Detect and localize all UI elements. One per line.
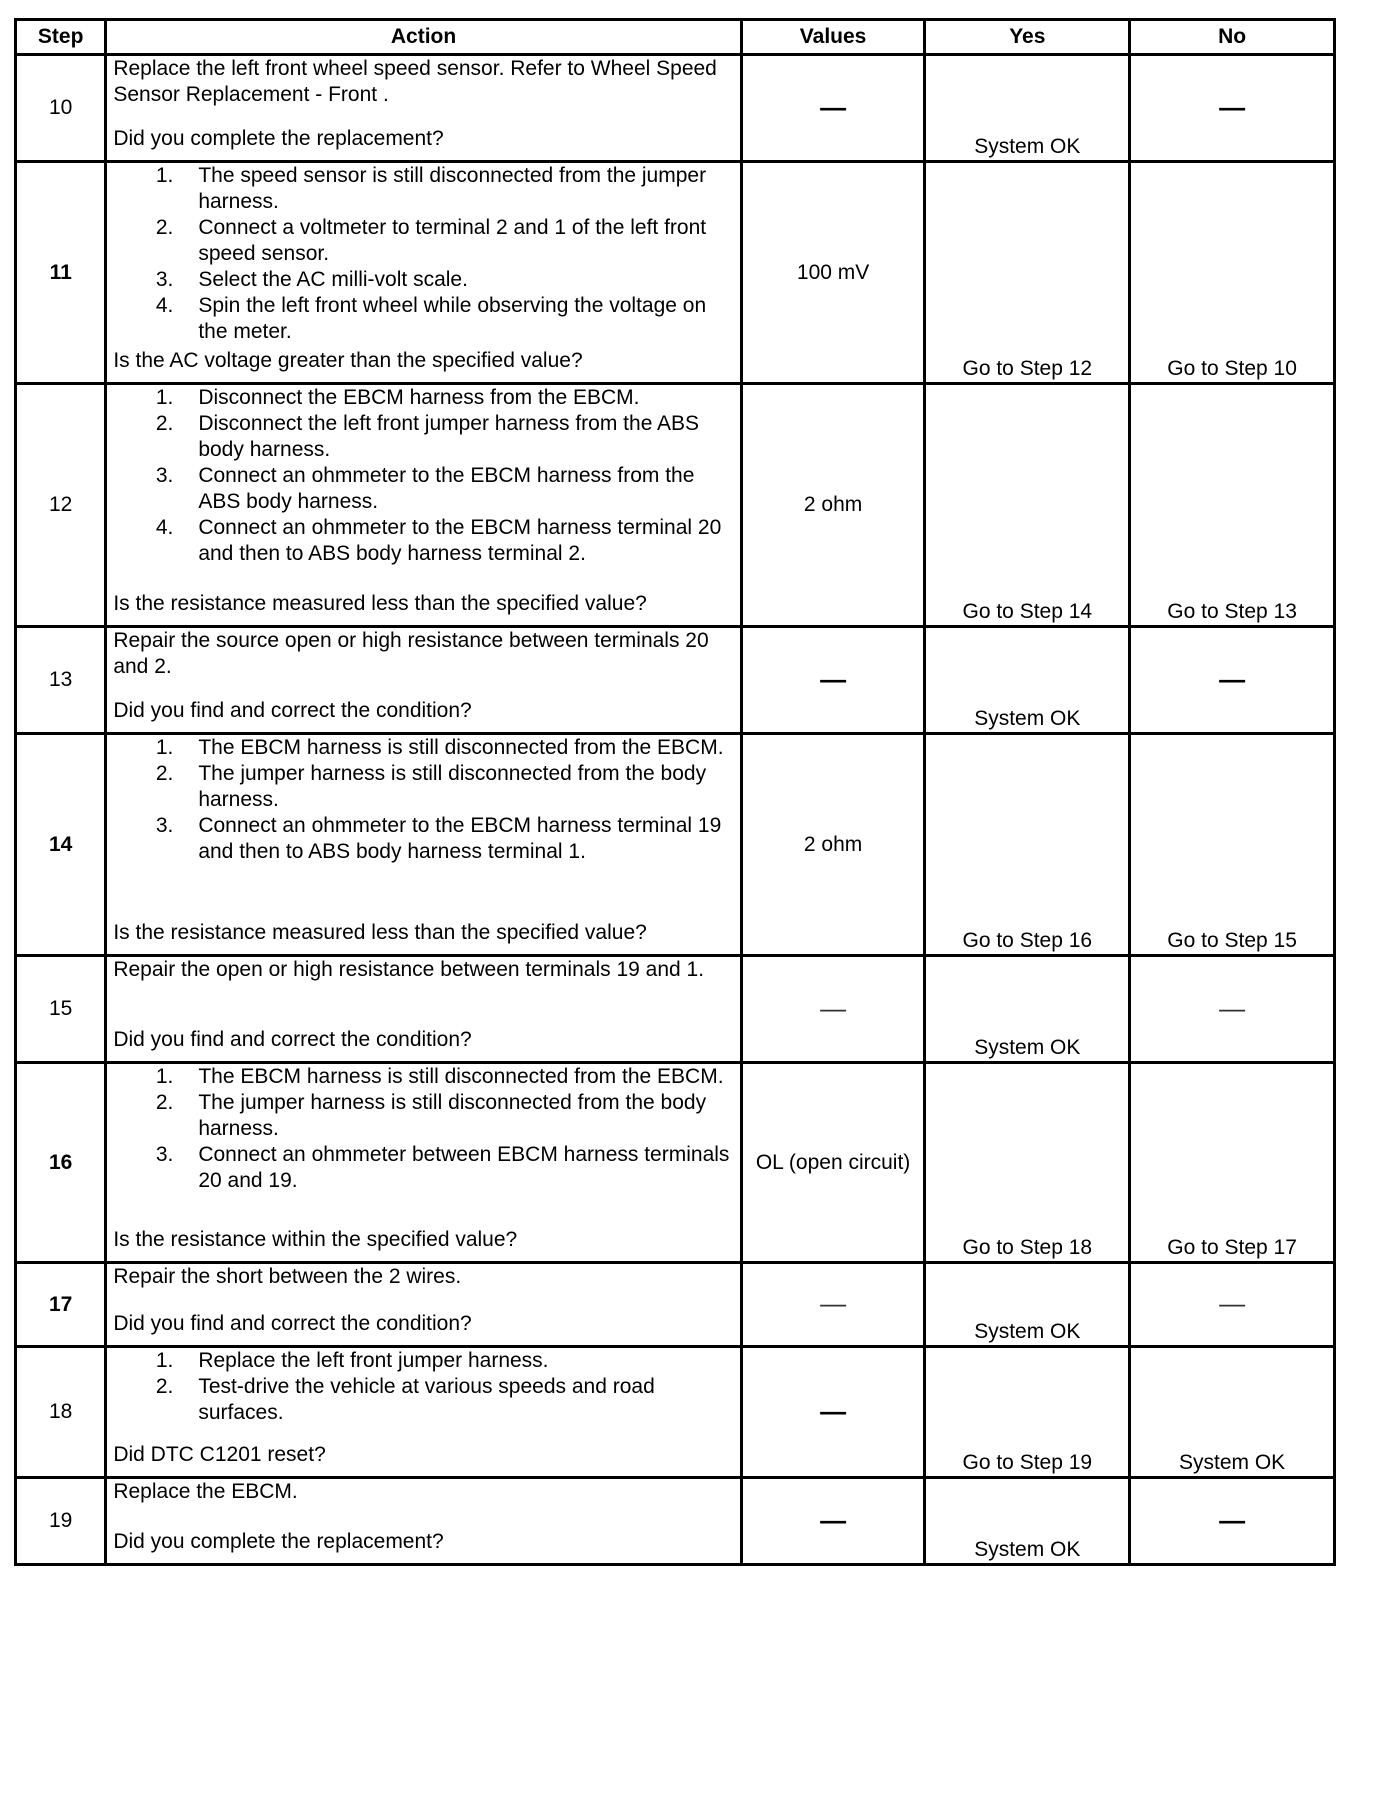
action-content [113,1264,733,1337]
list-item-text: Connect an ohmmeter to the EBCM harness terminal 20 and then to ABS body harness terminal 2. [198,516,722,565]
value-cell [741,1478,925,1565]
action-question: Did you complete the replacement? [113,127,444,150]
action-list-item [113,463,733,515]
action-question: Is the resistance measured less than the specified value? [113,921,647,944]
no-cell: System OK [1130,1347,1335,1478]
action-cell [106,734,741,956]
no-cell: Go to Step 10 [1130,162,1335,384]
action-text: Replace the EBCM. [113,1480,298,1503]
list-item-number: 3. [155,268,174,291]
list-item-text: Connect an ohmmeter to the EBCM harness from the ABS body harness. [198,464,695,513]
no-text: — [1219,992,1246,1023]
table-row [16,1063,1335,1263]
action-instructions [113,163,733,345]
list-item-number: 1. [155,386,174,409]
table-row [16,1347,1335,1478]
action-content [113,1479,733,1555]
action-question: Is the resistance within the specified value? [113,1228,518,1251]
action-content [113,1064,733,1253]
no-cell: Go to Step 17 [1130,1063,1335,1263]
action-instructions [113,385,733,567]
step-number: 17 [16,1263,106,1347]
action-cell [106,1478,741,1565]
header-step: Step [16,20,106,55]
list-item-number: 2. [155,1375,174,1398]
no-cell [1130,55,1335,162]
action-list-item [113,267,733,293]
action-question: Did DTC C1201 reset? [113,1443,326,1466]
no-text: — [1219,1504,1246,1535]
list-item-number: 2. [155,412,174,435]
list-item-text: Disconnect the left front jumper harness from the ABS body harness. [198,412,700,461]
list-item-number: 2. [155,762,174,785]
action-content [113,957,733,1053]
value-text: OL (open circuit) [755,1150,911,1174]
yes-cell: Go to Step 12 [925,162,1130,384]
step-number: 11 [16,162,106,384]
yes-cell: Go to Step 18 [925,1063,1130,1263]
step-number: 18 [16,1347,106,1478]
value-text: 100 mV [796,260,870,284]
list-item-text: Select the AC milli-volt scale. [198,268,468,291]
table-row [16,1478,1335,1565]
header-action: Action [106,20,741,55]
no-cell: Go to Step 13 [1130,384,1335,627]
list-item-text: Connect an ohmmeter between EBCM harness terminals 20 and 19. [198,1143,730,1192]
yes-cell: Go to Step 19 [925,1347,1130,1478]
list-item-text: Test-drive the vehicle at various speeds and road surfaces. [198,1375,655,1424]
action-cell [106,162,741,384]
step-number: 13 [16,627,106,734]
table-row [16,1263,1335,1347]
action-question: Did you find and correct the condition? [113,1312,472,1335]
action-list-item [113,813,733,865]
list-item-text: Connect an ohmmeter to the EBCM harness terminal 19 and then to ABS body harness terminal 1. [198,814,722,863]
yes-cell: Go to Step 14 [925,384,1130,627]
action-cell [106,1263,741,1347]
action-cell [106,1063,741,1263]
list-item-number: 2. [155,216,174,239]
yes-cell: Go to Step 16 [925,734,1130,956]
list-item-number: 1. [155,1349,174,1372]
action-text: Repair the source open or high resistance between terminals 20 and 2. [113,629,709,678]
list-item-number: 3. [155,814,174,837]
list-item-number: 1. [155,736,174,759]
step-number: 14 [16,734,106,956]
action-cell [106,1347,741,1478]
action-instructions [113,1479,733,1505]
action-text: Replace the left front wheel speed sensor. Refer to Wheel Speed Sensor Replacement - Front . [113,57,717,106]
value-text: 2 ohm [803,493,863,516]
no-text: — [1219,663,1246,694]
value-cell [741,1263,925,1347]
step-number: 10 [16,55,106,162]
value-cell [741,162,925,384]
yes-cell: System OK [925,956,1130,1063]
header-yes: Yes [925,20,1130,55]
value-cell [741,1063,925,1263]
list-item-number: 1. [155,164,174,187]
table-row [16,162,1335,384]
list-item-text: The jumper harness is still disconnected from the body harness. [198,1091,707,1140]
action-question: Is the resistance measured less than the specified value? [113,592,647,615]
list-item-number: 1. [155,1065,174,1088]
list-item-text: The speed sensor is still disconnected from the jumper harness. [198,164,707,213]
list-item-text: The EBCM harness is still disconnected from the EBCM. [198,736,724,759]
action-list-item [113,735,733,761]
list-item-number: 4. [155,516,174,539]
action-list-item [113,411,733,463]
action-list-item [113,1374,733,1426]
header-values: Values [741,20,925,55]
action-list-item [113,1142,733,1194]
action-content [113,385,733,617]
no-cell [1130,956,1335,1063]
value-cell [741,384,925,627]
action-text: Repair the open or high resistance between terminals 19 and 1. [113,958,705,981]
action-content [113,56,733,152]
header-no: No [1130,20,1335,55]
no-cell [1130,627,1335,734]
value-text: — [820,1504,847,1535]
action-text: Repair the short between the 2 wires. [113,1265,462,1288]
action-question: Did you find and correct the condition? [113,1028,472,1051]
no-cell [1130,1263,1335,1347]
action-instructions [113,628,733,680]
yes-cell: System OK [925,627,1130,734]
value-cell [741,956,925,1063]
list-item-number: 3. [155,464,174,487]
table-row [16,627,1335,734]
action-list [113,385,733,567]
action-cell [106,627,741,734]
action-content [113,1348,733,1468]
diagnostic-table [14,18,1336,1566]
action-list-item [113,215,733,267]
action-instructions [113,1264,733,1290]
action-list-item [113,293,733,345]
list-item-number: 2. [155,1091,174,1114]
action-list-item [113,761,733,813]
value-text: 2 ohm [803,832,863,856]
step-number: 16 [16,1063,106,1263]
step-number: 12 [16,384,106,627]
action-question: Is the AC voltage greater than the specified value? [113,349,583,372]
list-item-number: 4. [155,294,174,317]
action-content [113,628,733,724]
yes-cell: System OK [925,55,1130,162]
action-list [113,1348,733,1426]
table-row [16,956,1335,1063]
action-list-item [113,385,733,411]
list-item-text: Disconnect the EBCM harness from the EBCM. [198,386,640,409]
action-instructions [113,735,733,865]
action-list [113,1064,733,1194]
list-item-text: Replace the left front jumper harness. [198,1349,549,1372]
value-text: — [820,1395,847,1426]
yes-cell: System OK [925,1263,1130,1347]
action-content [113,735,733,946]
value-cell [741,734,925,956]
value-text: — [820,1288,847,1318]
value-cell [741,627,925,734]
step-number: 19 [16,1478,106,1565]
no-cell [1130,1478,1335,1565]
step-number: 15 [16,956,106,1063]
action-list-item [113,1064,733,1090]
value-cell [741,55,925,162]
action-list-item [113,163,733,215]
no-cell: Go to Step 15 [1130,734,1335,956]
value-text: — [820,663,847,694]
value-text: — [820,992,847,1023]
list-item-text: The EBCM harness is still disconnected from the EBCM. [198,1065,724,1088]
no-text: — [1219,1288,1246,1318]
table-row [16,55,1335,162]
action-cell [106,384,741,627]
action-list-item [113,515,733,567]
action-list-item [113,1090,733,1142]
yes-cell: System OK [925,1478,1130,1565]
list-item-text: The jumper harness is still disconnected from the body harness. [198,762,707,811]
value-cell [741,1347,925,1478]
table-row [16,734,1335,956]
action-content [113,163,733,374]
action-list [113,163,733,345]
action-list [113,735,733,865]
action-list-item [113,1348,733,1374]
action-question: Did you complete the replacement? [113,1530,444,1553]
action-cell [106,55,741,162]
action-instructions [113,1064,733,1194]
action-instructions [113,56,733,108]
action-instructions [113,957,733,983]
header-row [16,20,1335,55]
table-row [16,384,1335,627]
action-cell [106,956,741,1063]
list-item-text: Connect a voltmeter to terminal 2 and 1 of the left front speed sensor. [198,216,707,265]
value-text: — [820,91,847,122]
no-text: — [1219,91,1246,122]
action-instructions [113,1348,733,1426]
list-item-text: Spin the left front wheel while observing the voltage on the meter. [198,294,707,343]
action-question: Did you find and correct the condition? [113,699,472,722]
list-item-number: 3. [155,1143,174,1166]
